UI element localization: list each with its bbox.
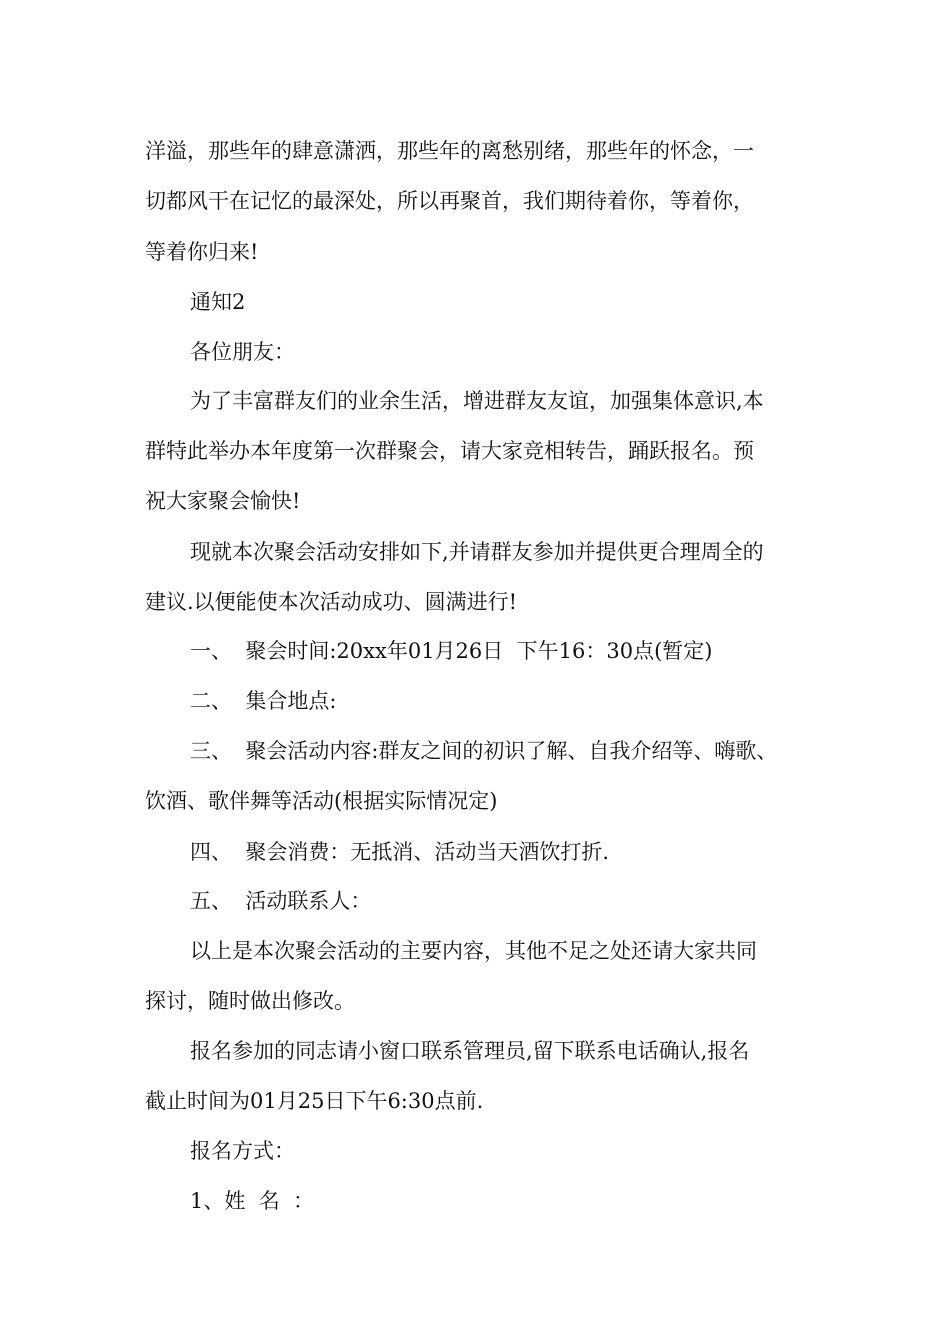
section-heading: 通知2 bbox=[190, 290, 246, 314]
paragraph-line: 探讨，随时做出修改。 bbox=[145, 989, 355, 1013]
paragraph-line: 等着你归来! bbox=[145, 240, 259, 264]
list-item-contact: 五、 活动联系人： bbox=[190, 889, 372, 913]
salutation: 各位朋友： bbox=[190, 340, 295, 364]
list-item-cost: 四、 聚会消费：无抵消、活动当天酒饮打折. bbox=[190, 840, 610, 864]
paragraph-line: 建议.以便能使本次活动成功、圆满进行! bbox=[145, 590, 518, 614]
list-item-time: 一、 聚会时间:20xx年01月26日 下午16：30点(暂定) bbox=[190, 639, 713, 663]
list-item-activities: 三、 聚会活动内容:群友之间的初识了解、自我介绍等、嗨歌、 bbox=[190, 739, 778, 763]
paragraph-line: 祝大家聚会愉快! bbox=[145, 489, 301, 513]
paragraph-line: 现就本次聚会活动安排如下,并请群友参加并提供更合理周全的 bbox=[190, 540, 764, 564]
paragraph-line: 洋溢，那些年的肆意潇洒，那些年的离愁别绪，那些年的怀念，一 bbox=[145, 139, 754, 163]
paragraph-line: 群特此举办本年度第一次群聚会，请大家竞相转告，踊跃报名。预 bbox=[145, 439, 754, 463]
signup-method-heading: 报名方式： bbox=[190, 1139, 295, 1163]
paragraph-line: 切都风干在记忆的最深处，所以再聚首，我们期待着你，等着你， bbox=[145, 189, 754, 213]
paragraph-line: 饮酒、歌伴舞等活动(根据实际情况定) bbox=[145, 789, 498, 813]
signup-field-name: 1、姓 名 ： bbox=[190, 1189, 315, 1213]
paragraph-line: 截止时间为01月25日下午6:30点前. bbox=[145, 1089, 484, 1113]
paragraph-line: 为了丰富群友们的业余生活，增进群友友谊，加强集体意识,本 bbox=[190, 389, 764, 413]
list-item-location: 二、 集合地点: bbox=[190, 689, 337, 713]
paragraph-line: 以上是本次聚会活动的主要内容，其他不足之处还请大家共同 bbox=[190, 939, 757, 963]
paragraph-line: 报名参加的同志请小窗口联系管理员,留下联系电话确认,报名 bbox=[190, 1039, 750, 1063]
